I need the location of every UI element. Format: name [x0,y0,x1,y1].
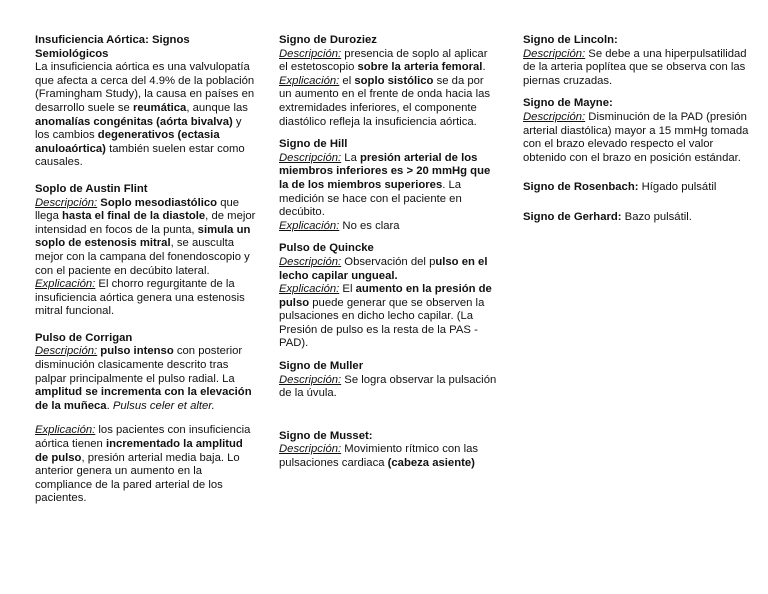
description-label: Descripción: [35,196,98,209]
section-title: Insuficiencia Aórtica: Signos Semiológicos [35,34,190,60]
explanation-label: Explicación: [279,219,340,232]
text: el [339,74,355,87]
bold-text: anomalías congénitas (aórta bivalva) [35,115,233,128]
text: también suelen estar como causales. [35,142,245,169]
section-mayne [523,97,755,165]
text: La [341,151,360,164]
text: con posterior disminución clasicamente descrito tras palpar principalmente el pulso radial. La [35,345,243,385]
section-body [279,374,497,401]
section-gerhard [523,211,755,225]
bold-text: incrementado la amplitud de pulso [35,438,243,464]
section-rosenbach [523,181,755,195]
column-middle [279,34,497,471]
section-body [279,152,497,234]
text: No es clara [339,219,400,232]
text: Movimiento rítmico con las pulsaciones cardiaca [279,443,479,470]
description-label: Descripción: [279,47,342,60]
text: . [106,399,113,412]
text: Bazo pulsátil. [621,210,692,223]
text: , presión arterial media baja. Lo anterior genera un aumento en la compliance de la pared arterial de los pacientes. [35,451,240,505]
section-body [523,181,755,195]
section-title: Signo de Musset: [279,429,373,442]
text: Disminución de la PAD (presión arterial diastólica) mayor a 15 mmHg tomada con el brazo elevado respecto el valor obtenido con el brazo en posición estándar. [523,110,749,164]
column-right [523,34,755,225]
bold-text: Soplo mesodiastólico [97,196,218,209]
bold-text: reumática [132,101,187,114]
text: y los cambios [35,115,242,142]
description-label: Descripción: [279,443,342,456]
bold-text: presión arterial de los miembros inferiores es > 20 mmHg que la de los miembros superiores [279,151,491,191]
explanation-label: Explicación: [35,424,96,437]
text: presencia de soplo al aplicar el estetoscopio [279,47,488,74]
section-corrigan [35,332,257,506]
bold-text: degenerativos (ectasia anuloaórtica) [35,129,220,155]
section-quincke [279,242,497,351]
section-title: Soplo de Austin Flint [35,182,148,195]
description-label: Descripción: [279,255,342,268]
text: Se debe a una hiperpulsatilidad de la arteria poplítea que se observa con las piernas cruzadas. [523,47,747,87]
section-body [523,211,755,225]
text: , se ausculta mejor con la campana del fonendoscopio y con el paciente en decúbito lateral. [35,237,250,277]
text: que llega [35,196,240,223]
section-musset [279,430,497,471]
bold-text: (cabeza asiente) [387,457,475,470]
text: . [482,61,486,74]
section-title: Signo de Hill [279,138,348,151]
section-body [35,197,257,319]
description-label: Descripción: [35,345,98,358]
section-body [523,48,755,89]
text: . La medición se hace con el paciente en decúbito. [279,178,462,219]
section-austin-flint [35,183,257,319]
section-lincoln [523,34,755,88]
section-body [35,61,257,170]
text: El [339,283,356,296]
bold-text: ulso en el lecho capilar ungueal. [279,255,488,282]
description-label: Descripción: [279,151,342,164]
section-hill [279,138,497,233]
section-title: Signo de Rosenbach: [523,181,639,194]
section-muller [279,360,497,401]
explanation-label: Explicación: [279,283,340,296]
section-intro [35,34,257,170]
bold-text: pulso intenso [97,345,174,358]
bold-text: soplo sistólico [354,74,434,87]
bold-text: simula un soplo de estenosis mitral [35,223,251,250]
section-body [279,443,497,470]
text: , de mejor intensidad en focos de la punta, [35,210,256,236]
description-label: Descripción: [523,47,586,60]
section-duroziez [279,34,497,129]
text: Observación del p [341,255,436,268]
text: El chorro regurgitante de la insuficiencia aórtica genera una estenosis mitral funcional. [35,278,245,318]
section-title: Signo de Lincoln: [523,34,618,46]
section-title: Signo de Mayne: [523,97,613,110]
text: Hígado pulsátil [638,181,717,194]
text: , aunque las [186,101,248,114]
bold-text: sobre la arteria femoral [357,61,483,74]
description-label: Descripción: [523,110,586,123]
section-title: Pulso de Quincke [279,242,374,255]
explanation-label: Explicación: [279,74,340,87]
bold-text: aumento en la presión de pulso [279,283,492,309]
section-body [279,256,497,351]
section-body-explanation [35,424,257,506]
text: los pacientes con insuficiencia aórtica tienen [35,424,251,451]
text: se da por un aumento en el frente de onda hacia las extremidades inferiores, el componente diastólico refleja la insuficiencia aórtica. [279,74,491,128]
section-body [279,48,497,130]
section-title: Pulso de Corrigan [35,331,133,344]
bold-text: hasta el final de la diastole [62,210,206,223]
section-title: Signo de Duroziez [279,34,377,46]
section-title: Signo de Muller [279,360,364,373]
text: La insuficiencia aórtica es una valvulopatía que afecta a cerca del 4.9% de la población (Framingham Study), la causa en países en desarrollo suele se [35,61,255,114]
column-left [35,34,257,506]
bold-text: amplitud se incrementa con la elevación de la muñeca [35,386,252,412]
explanation-label: Explicación: [35,278,96,291]
text: Se logra observar la pulsación de la úvula. [279,373,497,400]
section-body [35,345,257,413]
text: puede generar que se observen la pulsaciones en dicho lecho capilar. (La Presión de pulso es la resta de la PAS - PAD). [279,296,485,350]
section-title: Signo de Gerhard: [523,210,622,223]
section-body [523,111,755,165]
italic-text: Pulsus celer et alter. [112,399,215,412]
description-label: Descripción: [279,373,342,386]
